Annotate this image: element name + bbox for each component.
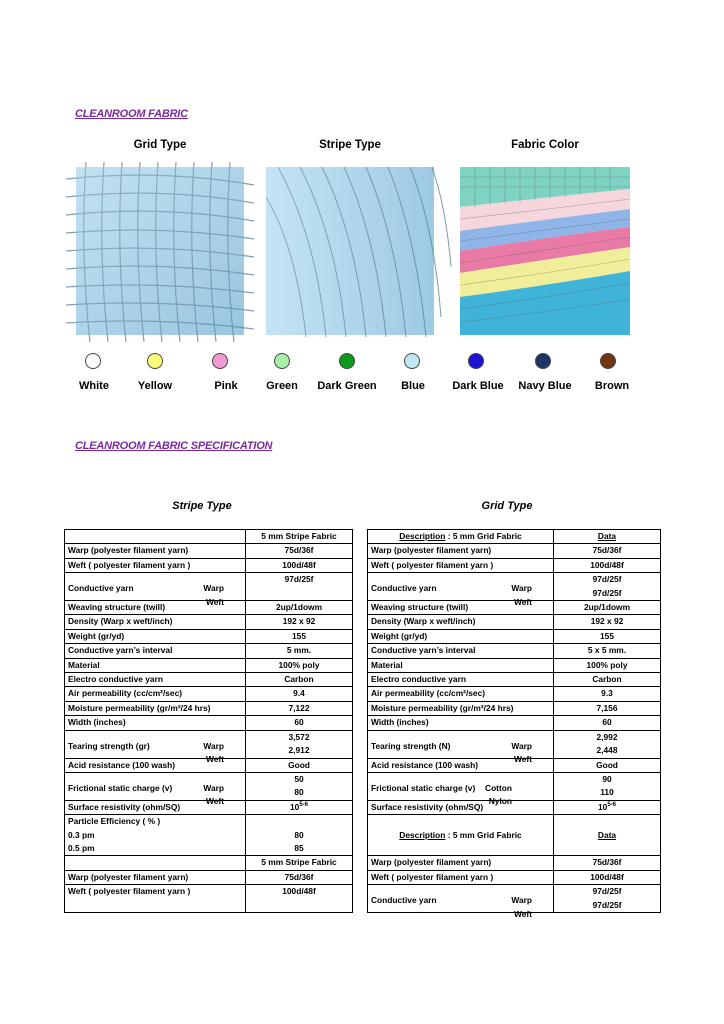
swatch-label: Pink	[214, 380, 238, 392]
swatch-label: Dark Blue	[452, 380, 504, 392]
stripe-type-title: Stripe Type	[319, 139, 381, 151]
table-row	[368, 842, 661, 856]
table-row: Air permeability (cc/cm²/sec) 9.3	[368, 687, 661, 701]
table-row: Weaving structure (twill) 2up/1dowm	[65, 601, 353, 615]
table-row: Weft ( polyester filament yarn ) 100d/48f	[65, 558, 353, 572]
section-heading-fabric: CLEANROOM FABRIC	[75, 108, 188, 120]
table-row: Material 100% poly	[65, 658, 353, 672]
table-row: 5 mm Stripe Fabric	[65, 856, 353, 870]
table-row: Weight (gr/yd) 155	[368, 629, 661, 643]
table-row: Material 100% poly	[368, 658, 661, 672]
table-row: Conductive yarn’s interval 5 x 5 mm.	[368, 644, 661, 658]
swatch-green	[274, 353, 290, 369]
table-row: Air permeability (cc/cm²/sec) 9.4	[65, 687, 353, 701]
table-row: Surface resistivity (ohm/SQ) 10$^{5-6}$	[368, 800, 661, 814]
grid-spec-table	[367, 529, 661, 919]
table-row: Weft ( polyester filament yarn ) 100d/48f	[368, 558, 661, 572]
table-row: Description : 5 mm Grid Fabric Data	[368, 829, 661, 842]
swatch-dark-green	[339, 353, 355, 369]
table-row: Moisture permeability (gr/m²/24 hrs) 7,122	[65, 701, 353, 715]
grid-table-title: Grid Type	[481, 500, 533, 512]
table-row: Tearing strength (gr) Warp 3,572	[65, 730, 353, 744]
swatch-label: Yellow	[137, 380, 173, 392]
table-row: Surface resistivity (ohm/SQ) 10$^{5-6}$	[65, 800, 353, 814]
table-row: Weft 80	[65, 786, 353, 800]
swatch-dark-blue	[468, 353, 484, 369]
fabric-color-title: Fabric Color	[511, 139, 579, 151]
table-row: Width (inches) 60	[65, 716, 353, 730]
swatch-label: Dark Green	[317, 380, 377, 392]
table-row: Conductive yarn’s interval 5 mm.	[65, 644, 353, 658]
swatch-brown	[600, 353, 616, 369]
swatch-label: White	[79, 380, 109, 392]
table-row: Density (Warp x weft/inch) 192 x 92	[65, 615, 353, 629]
table-row: Weaving structure (twill) 2up/1dowm	[368, 601, 661, 615]
table-row: Acid resistance (100 wash) Good	[65, 758, 353, 772]
swatch-label: Blue	[401, 380, 425, 392]
table-row: Weight (gr/yd) 155	[65, 629, 353, 643]
table-row: Conductive yarn Warp 97d/25f	[65, 573, 353, 587]
table-row: Warp (polyester filament yarn) 75d/36f	[65, 870, 353, 884]
swatch-pink	[212, 353, 228, 369]
swatch-yellow	[147, 353, 163, 369]
grid-type-title: Grid Type	[133, 139, 187, 151]
table-row: Weft 97d/25f	[368, 587, 661, 601]
table-row: 0.3 pm 80	[65, 829, 353, 842]
table-row: Density (Warp x weft/inch) 192 x 92	[368, 615, 661, 629]
swatch-white	[85, 353, 101, 369]
table-row: Tearing strength (N) Warp 2,992	[368, 730, 661, 744]
table-row: Weft	[65, 587, 353, 601]
table-row: Weft 2,912	[65, 744, 353, 758]
table-row: Warp (polyester filament yarn) 75d/36f	[368, 856, 661, 870]
table-row: Weft 2,448	[368, 744, 661, 758]
table-row: Warp (polyester filament yarn) 75d/36f	[65, 544, 353, 558]
stripe-table-title: Stripe Type	[172, 500, 232, 512]
table-row: Electro conductive yarn Carbon	[368, 673, 661, 687]
table-row: Weft 97d/25f	[368, 899, 661, 913]
table-row: Frictional static charge (v) Cotton 90	[368, 772, 661, 786]
section-heading-specification: CLEANROOM FABRIC SPECIFICATION	[75, 440, 273, 452]
table-row: Acid resistance (100 wash) Good	[368, 758, 661, 772]
table-row: Particle Efficiency ( % )	[65, 815, 353, 829]
table-row: Width (inches) 60	[368, 716, 661, 730]
swatch-label: Navy Blue	[518, 380, 572, 392]
table-row: Moisture permeability (gr/m²/24 hrs) 7,156	[368, 701, 661, 715]
table-row: Nylon 110	[368, 786, 661, 800]
table-row: Warp (polyester filament yarn) 75d/36f	[368, 544, 661, 558]
stripe-fabric-image	[266, 167, 434, 335]
table-row: Electro conductive yarn Carbon	[65, 673, 353, 687]
table-row	[368, 815, 661, 829]
grid-fabric-image	[76, 167, 244, 335]
swatch-label: Brown	[594, 380, 630, 392]
swatch-blue	[404, 353, 420, 369]
table-row: 5 mm Stripe Fabric	[65, 530, 353, 544]
stripe-spec-table	[64, 529, 353, 913]
table-row	[65, 899, 353, 913]
table-row: Conductive yarn Warp 97d/25f	[368, 573, 661, 587]
fabric-color-image	[460, 167, 630, 335]
swatch-navy-blue	[535, 353, 551, 369]
table-row: Weft ( polyester filament yarn ) 100d/48f	[368, 870, 661, 884]
table-row: Weft ( polyester filament yarn ) 100d/48f	[65, 885, 353, 899]
table-row: Conductive yarn Warp 97d/25f	[368, 885, 661, 899]
swatch-label: Green	[266, 380, 298, 392]
table-row: Description : 5 mm Grid Fabric Data	[368, 530, 661, 544]
table-row: Frictional static charge (v) Warp 50	[65, 772, 353, 786]
table-row: 0.5 pm 85	[65, 842, 353, 856]
